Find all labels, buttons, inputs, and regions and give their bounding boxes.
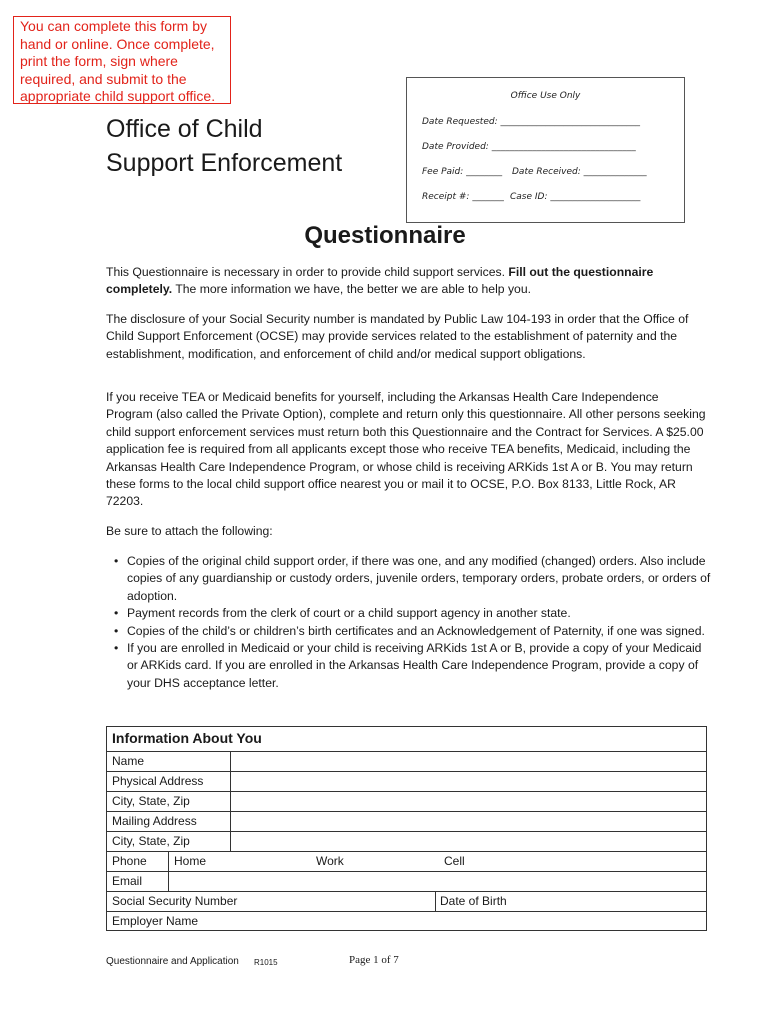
mailing-city-state-zip-label: City, State, Zip <box>112 834 190 848</box>
table-row <box>107 891 706 911</box>
table-row <box>107 791 706 811</box>
mailing-address-label: Mailing Address <box>112 814 197 828</box>
employer-name-label: Employer Name <box>112 914 199 928</box>
instructions-note: You can complete this form by hand or online. Once complete, print the form, sign where required, and submit to the appropriate child support office. <box>13 16 231 104</box>
case-id-field: Case ID: ____________________ <box>510 192 641 202</box>
name-label: Name <box>112 754 145 768</box>
attach-intro: Be sure to attach the following: <box>106 524 273 538</box>
work-phone-label: Work <box>316 854 344 868</box>
table-row <box>107 751 706 771</box>
cell-phone-label: Cell <box>444 854 465 868</box>
date-received-field: Date Received: ______________ <box>512 167 647 177</box>
ssn-disclosure-text: The disclosure of your Social Security number is mandated by Public Law 104-193 in order that the Office of Child Support Enforcement (OCSE) may provide services related to the establishment of paternity and the establishment, modification, and enforcement of child and/or medical support obligations. <box>106 312 689 361</box>
table-row <box>107 851 706 871</box>
footer-form-name: Questionnaire and Application <box>106 956 239 967</box>
list-item: • Copies of the child’s or children’s birth certificates and an Acknowledgement of Paternity, if one was signed. <box>114 623 714 640</box>
intro-text-a: This Questionnaire is necessary in order to provide child support services. <box>106 265 509 279</box>
physical-address-input[interactable] <box>235 774 700 789</box>
ssn-disclosure-paragraph <box>106 311 706 363</box>
list-item: • Copies of the original child support order, if there was one, and any modified (changed) orders. Also include copies of any guardianship or custody orders, juvenile orders, temporary orders, probate orders, or orders of adoption. <box>114 553 714 605</box>
intro-text-bold: Fill out the questionnaire completely. <box>106 265 654 297</box>
benefits-text: If you receive TEA or Medicaid benefits for yourself, including the Arkansas Health Care Independence Program (also called the Private Option), complete and return only this questionnaire. All other persons seeking child support enforcement services must return both this Questionnaire and the Contract for Services. A $25.00 application fee is required from all applicants except those who receive TEA benefits, Medicaid, including the Arkansas Health Care Independence Program, or whose child is receiving ARKids 1st A or B. You may return these forms to the local child support office nearest you or mail it to OCSE, P.O. Box 8133, Little Rock, AR 72203. <box>106 390 706 509</box>
office-use-title: Office Use Only <box>510 91 581 101</box>
date-requested-field: Date Requested: _______________________________ <box>422 117 640 127</box>
footer-form-code: R1015 <box>254 958 278 967</box>
page-title: Questionnaire <box>304 222 466 249</box>
table-row <box>107 831 706 851</box>
attachments-list <box>114 553 714 692</box>
email-input[interactable] <box>174 874 699 889</box>
dob-label: Date of Birth <box>440 894 507 908</box>
org-title-line2: Support Enforcement <box>106 149 343 177</box>
information-about-you-table <box>106 726 707 931</box>
name-input[interactable] <box>235 754 700 769</box>
intro-text-b: The more information we have, the better we are able to help you. <box>172 282 531 297</box>
ssn-label: Social Security Number <box>112 894 238 908</box>
fee-paid-field: Fee Paid: ________ <box>422 167 503 177</box>
org-title-line1: Office of Child <box>106 115 263 143</box>
list-item: • If you are enrolled in Medicaid or your child is receiving ARKids 1st A or B, provide a copy of your Medicaid or ARKids card. If you are enrolled in the Arkansas Health Care Independence Program, provide a copy of your DHS acceptance letter. <box>114 640 714 692</box>
table-row <box>107 871 706 891</box>
org-title <box>106 112 342 180</box>
benefits-paragraph <box>106 389 706 511</box>
info-header: Information About You <box>112 730 262 746</box>
table-row <box>107 771 706 791</box>
intro-paragraph <box>106 264 706 299</box>
physical-address-label: Physical Address <box>112 774 204 788</box>
table-row <box>107 811 706 831</box>
mailing-city-state-zip-input[interactable] <box>235 834 700 849</box>
page-number: Page 1 of 7 <box>349 954 399 966</box>
list-item: • Payment records from the clerk of court or a child support agency in another state. <box>114 605 714 622</box>
city-state-zip-input[interactable] <box>235 794 700 809</box>
receipt-field: Receipt #: _______ <box>422 192 504 202</box>
mailing-address-input[interactable] <box>235 814 700 829</box>
phone-label: Phone <box>112 854 147 868</box>
table-row <box>107 911 706 931</box>
city-state-zip-label: City, State, Zip <box>112 794 190 808</box>
home-phone-label: Home <box>174 854 207 868</box>
email-label: Email <box>112 874 143 888</box>
date-provided-field: Date Provided: ________________________________ <box>422 142 636 152</box>
office-use-only-box <box>406 77 685 223</box>
